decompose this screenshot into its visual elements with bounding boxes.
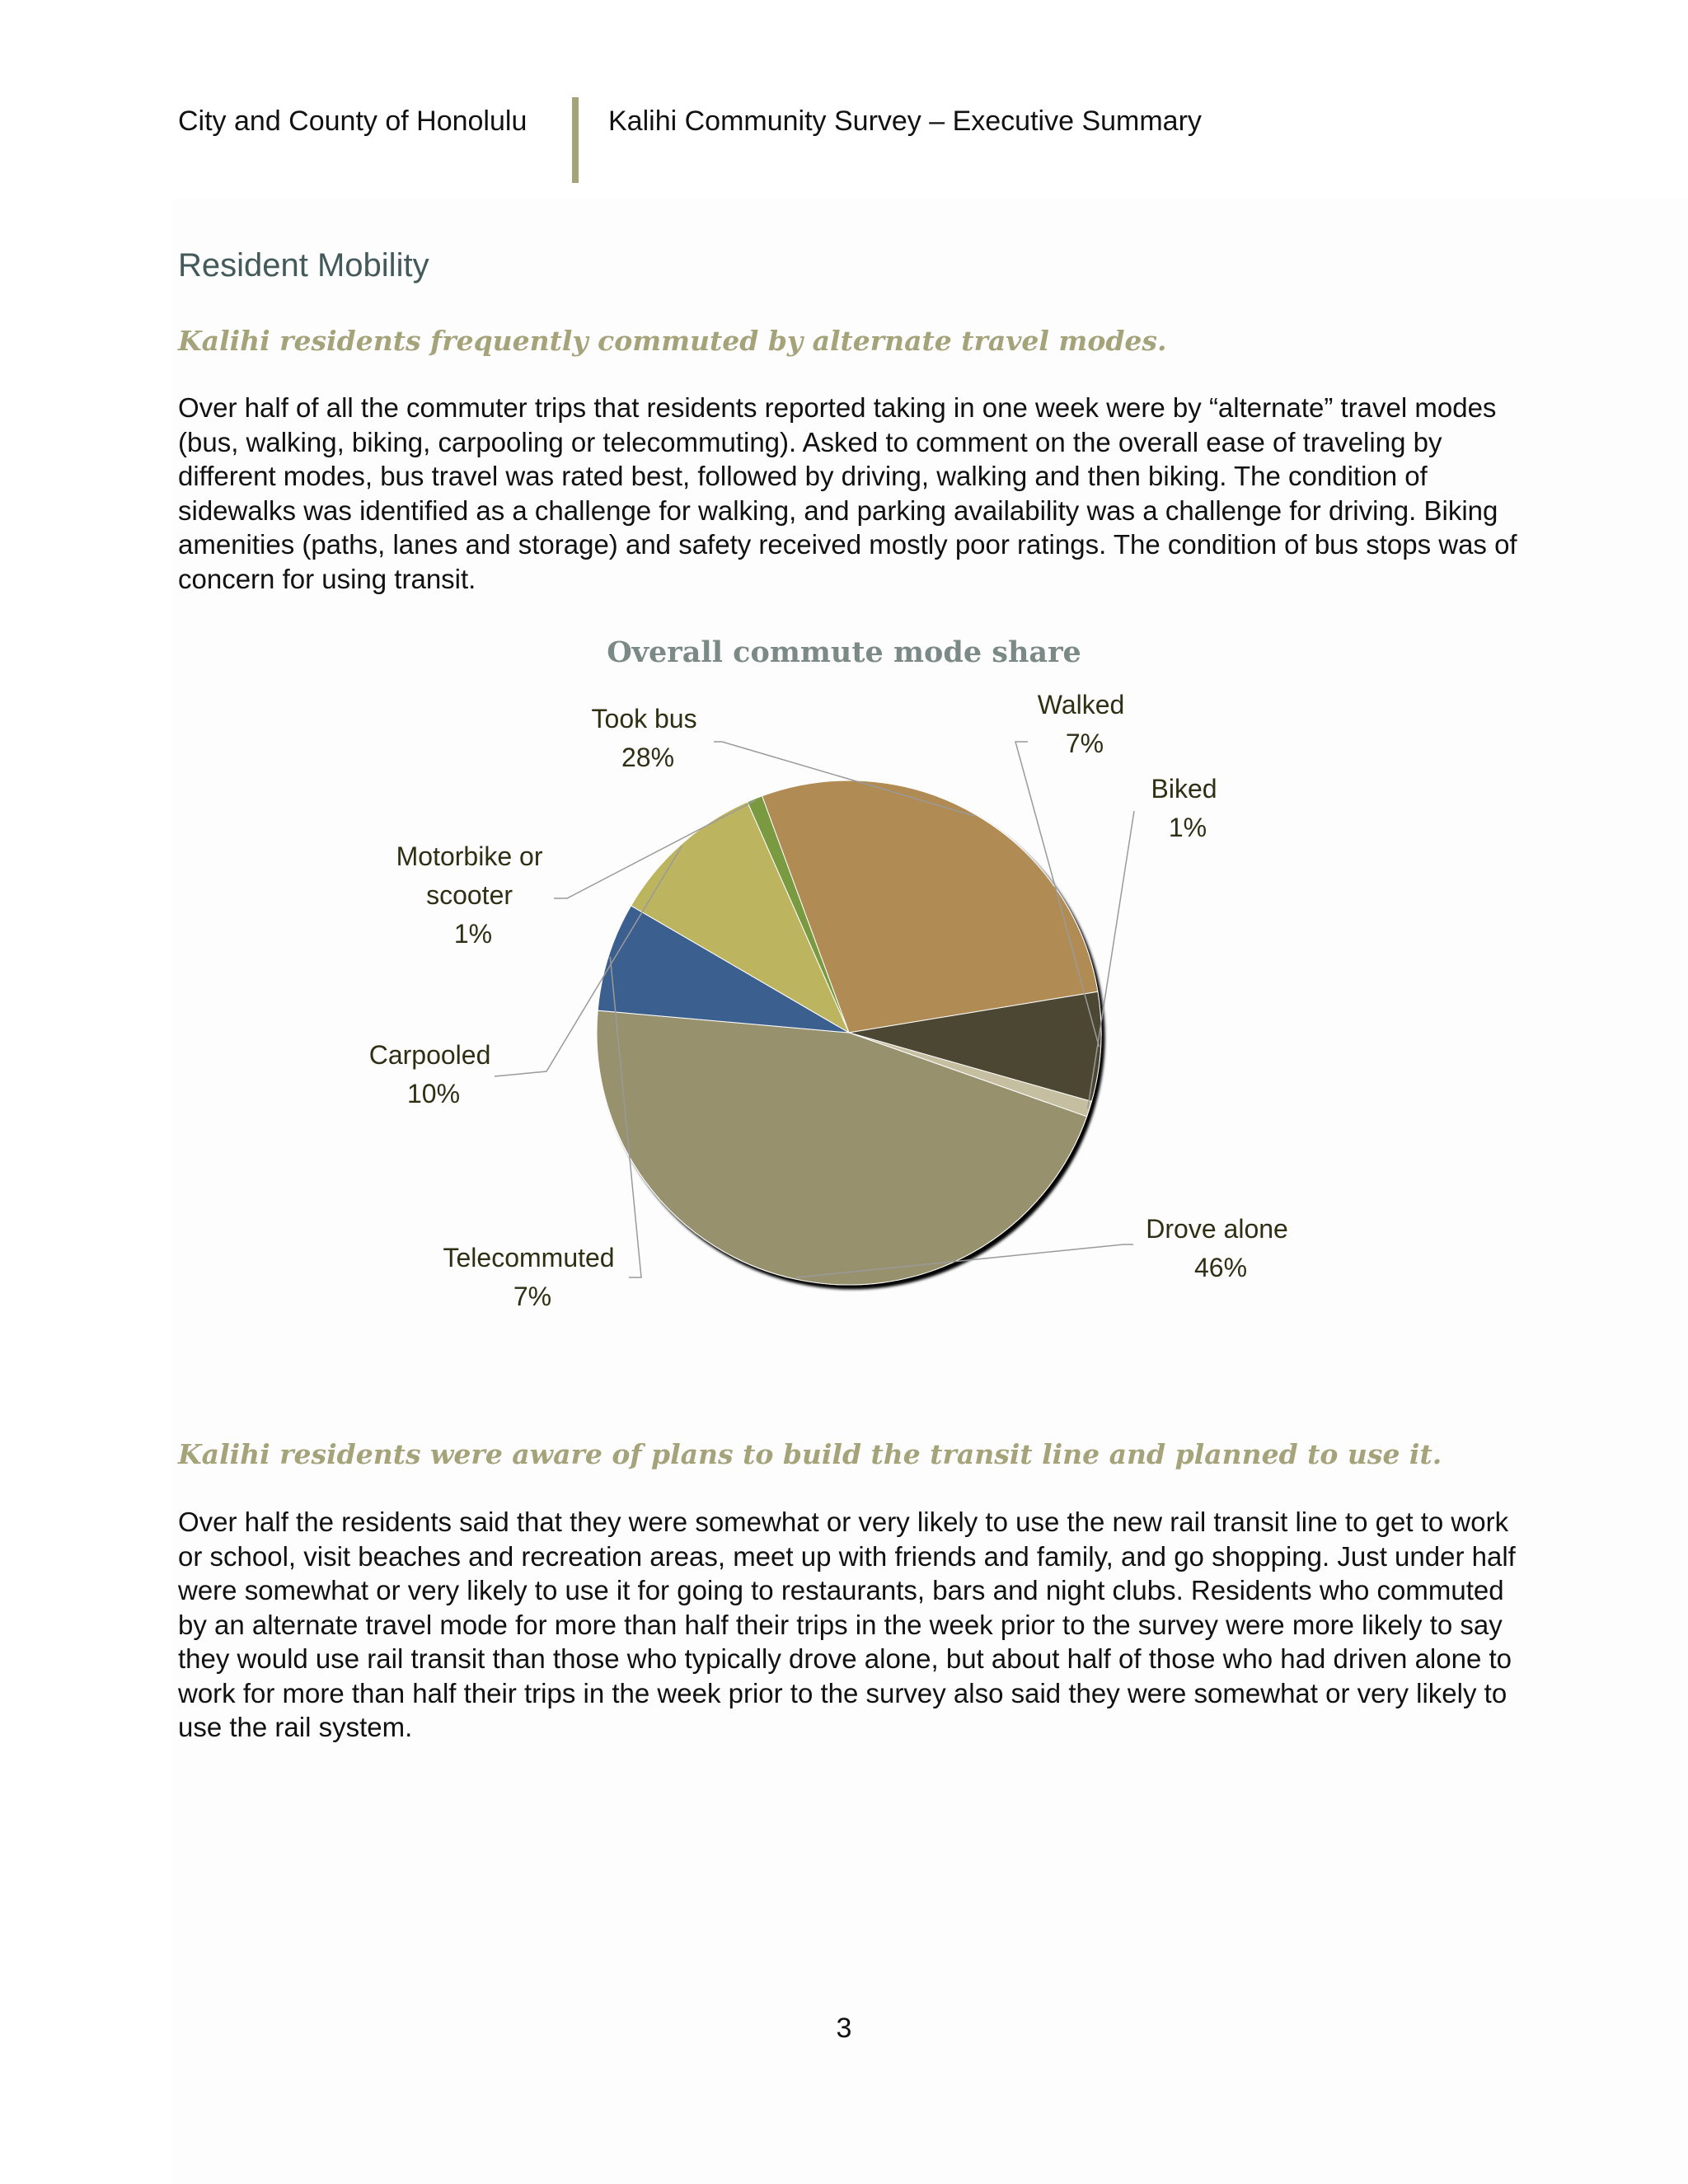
pie-slices [597,780,1101,1285]
header-document-title: Kalihi Community Survey – Executive Summary [608,105,1202,137]
label-drove-alone-value: 46% [1193,1253,1248,1282]
section-title: Resident Mobility [178,247,429,284]
label-motorbike-name-line2: scooter [426,880,513,910]
paragraph-transit-plans: Over half the residents said that they were somewhat or very likely to use the new rail transit line to get to work or school, visit beaches and recreation areas, meet up with friends and family, and go shopping. Just under half were somewhat or very likely to use it for going to restaurants, bars and night clubs. Residents who commuted by an alternate travel mode for more than half their trips in the week prior to the survey were more likely to say they would use rail transit than those who typically drove alone, but about half of those who had driven alone to work for more than half their trips in the week prior to the survey also said they were somewhat or very likely to use the rail system. [178,1507,1516,1742]
label-biked-value: 1% [1168,813,1207,842]
label-motorbike-value: 1% [453,919,493,949]
label-telecommuted-value: 7% [513,1282,552,1311]
subheading-transit-plans: Kalihi residents were aware of plans to build the transit line and planned to use it. [178,1438,1442,1470]
label-drove-alone [1146,1214,1295,1282]
label-took-bus-value: 28% [621,743,675,772]
chart-title: Overall commute mode share [607,635,1081,669]
header-organization: City and County of Honolulu [178,105,528,137]
label-took-bus [592,704,705,772]
label-biked-name: Biked [1151,774,1217,804]
label-walked-value: 7% [1065,729,1104,758]
leader-line-biked [1088,811,1134,1108]
label-telecommuted [443,1243,622,1311]
page-number: 3 [836,2013,852,2044]
label-carpooled-name: Carpooled [368,1040,491,1070]
subheading-commute-modes: Kalihi residents frequently commuted by alternate travel modes. [178,325,1167,357]
label-motorbike-scooter [396,841,551,949]
label-walked-name: Walked [1037,690,1125,719]
label-telecommuted-name: Telecommuted [443,1243,615,1272]
paragraph-commute-modes: Over half of all the commuter trips that residents reported taking in one week were by “alternate” travel modes (bus, walking, biking, carpooling or telecommuting). Asked to comment on the overall ease of traveling by different modes, bus travel was rated best, followed by driving, walking and then biking. The condition of sidewalks was identified as a challenge for walking, and parking availability was a challenge for driving. Biking amenities (paths, lanes and storage) and safety received mostly poor ratings. The condition of bus stops was of concern for using transit. [178,392,1517,594]
label-carpooled-value: 10% [406,1079,461,1108]
label-carpooled [369,1040,499,1108]
label-biked [1151,774,1225,842]
label-walked [1038,690,1132,758]
label-took-bus-name: Took bus [591,704,697,733]
label-motorbike-name-line1: Motorbike or [396,841,543,871]
label-drove-alone-name: Drove alone [1146,1214,1288,1244]
